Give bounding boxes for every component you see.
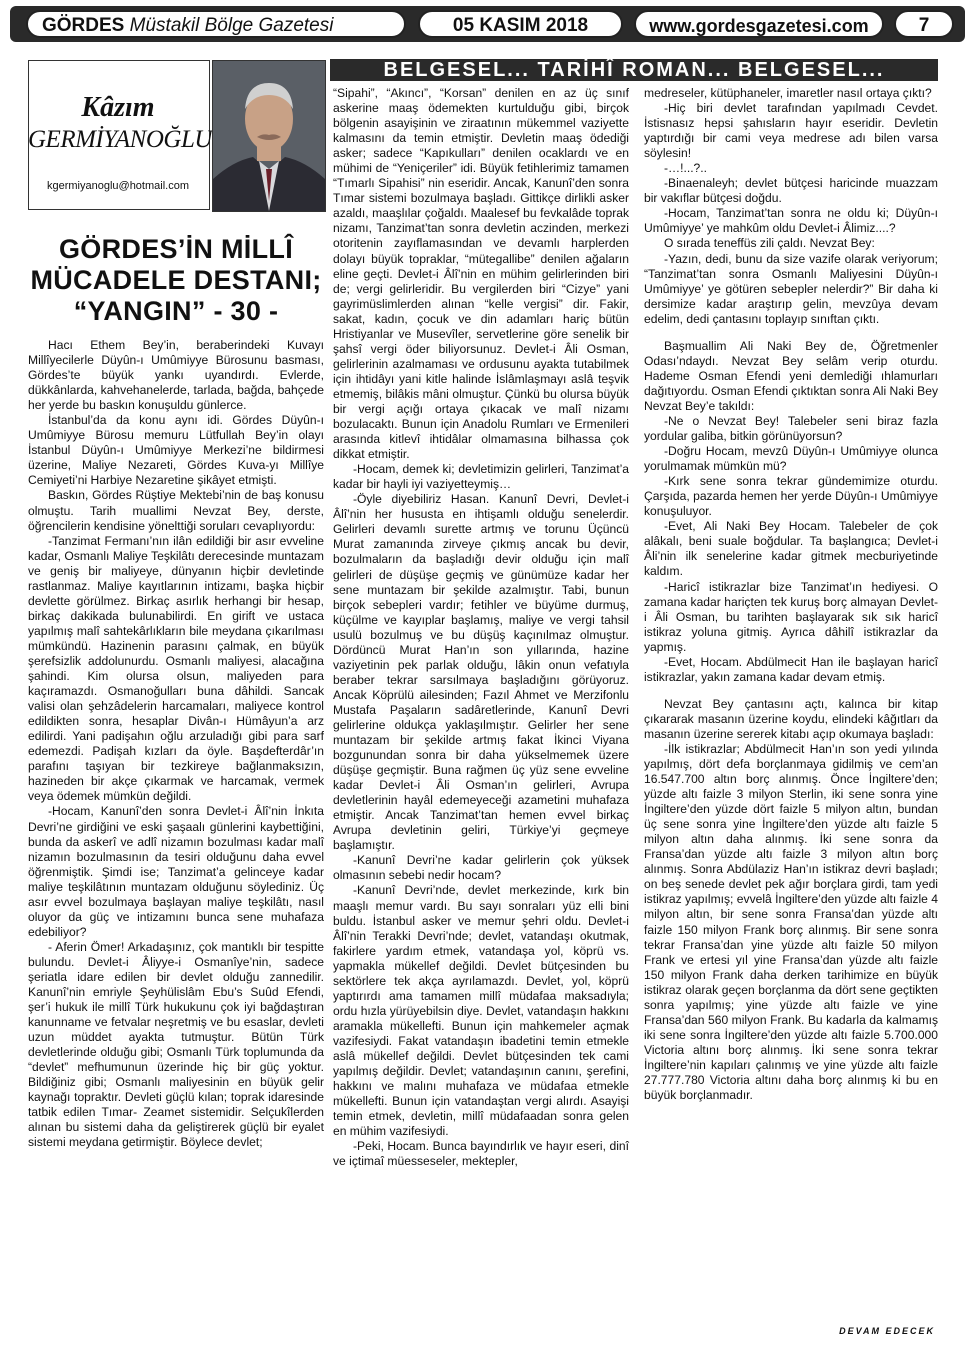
issue-date: 05 KASIM 2018	[418, 10, 623, 38]
paragraph: O sırada teneffüs zili çaldı. Nevzat Bey:	[664, 236, 875, 251]
paragraph: - Aferin Ömer! Arkadaşınız, çok mantıklı bir tespitte bulundu. Devlet-i Âliyye-i Osmanîye’nin, sadece şeriatla idare edilen bir devlet olduğu zannedilir. Kanunî’nin emriyle Şeyhülislâm Ebu’s Suûd Efendi, şer’i hukuk ile millî Türk hukukunu çok iyi bağdaştıran kanunname ve fetvalar neşretmiş ve bu esaslar, devleti uzun müddet ayakta tutmuştur. Bütün Türk devletlerinde olduğu gibi; Osmanlı Türk toplumunda da “devlet” mefhumunun üzerinde hiç bir güç yoktur. Bildiğiniz gibi; Osmanlı maliyesinin en büyük gelir kaynağı topraktır. Devleti güçlü kılan; toprak idaresinde tatbik edilen Tımar- Zeamet sistemidir. Selçukîlerden alınan bu sistemi daha da geliştirerek güçlü bir eyalet sistemi meydana getirmiştir. Böylece devlet;	[28, 939, 324, 1150]
paragraph: -Tanzimat Fermanı’nın ilân edildiği bir asır evveline kadar, Osmanlı Maliye Teşkilâtı derecesinde muntazam ve geniş bir maliyeye, dünyanın hiçbir devletinde rastlanmaz. Maliye kayıtlarının intizamı, başka hiçbir devlette görülmez. Birkaç asırlık herhangi bir hesap, birkaç dakikada bulunabilirdi. En girift ve ustaca yapılmış malî sahtekârlıkların bile meydana çıkarılması mümkündü. Hazinenin parasını çalmak, en büyük şerefsizlik addolunurdu. Osmanlı maliyesi, alacağına şahindi. Kim olursa olsun, maliyeden para kaçıramazdı. Osmanoğulları buna dâhildi. Sancak valisi olan şehzâdelerin harcamaları, maliyece kontrol edildikten sonra, hesaplar Divân-ı Hümâyun’a arz edilirdi. Yani padişahın oğlu arzuladığı gibi para sarf edemezdi. Padişah kızları da öyle. Başdefterdâr’ın parafını taşıyan bir tezkireye bağlanmaksızın, hazineden bir akçe çıkarmak ve harcamak, vermek veya ödemek mümkün değildi.	[28, 533, 324, 804]
paragraph: -Yazın, dedi, bunu da size vazife olarak veriyorum; “Tanzimat’tan sonra Osmanlı Maliyesini Düyûn-ı Umûmiyye’ ye götüren sebepler nelerdir?” Bir daha ki dersimize kadar araştırıp gelin, mevzûya devam edelim, dedi çantasını toplayıp sınıftan çıktı.	[644, 251, 938, 326]
paper-name: GÖRDES	[42, 15, 125, 36]
paragraph: -Haricî istikrazlar bize Tanzimat’ın hediyesi. O zamana kadar hariçten tek kuruş borç almayan Devlet-i Âli Osman, bu tarihten başlayarak sık sık haricî istikraz yoluna gitmiş. Ayrıca dâhilî istikrazlar da yapmış.	[644, 579, 938, 654]
article-headline	[28, 234, 324, 327]
author-photo	[212, 60, 326, 212]
paragraph: -Hiç biri devlet tarafından yapılmadı Cevdet. İstisnasız hepsi şahısların hayır eseridir. Devletin yaptırdığı bir cami veya medrese adı bilen varsa söylesin!	[644, 101, 938, 161]
paragraph: Baskın, Gördes Rüştiye Mektebi’nin de baş konusu olmuştu. Tarih muallimi Nevzat Bey, derste, öğrencilerin kendisine yönelttiği soruları cevaplıyordu:	[28, 488, 324, 533]
website-link[interactable]: www.gordesgazetesi.com	[634, 10, 884, 38]
page-number: 7	[894, 10, 954, 38]
continued-label: DEVAM EDECEK	[839, 1326, 935, 1336]
headline-line-1: GÖRDES’İN MİLLÎ	[59, 234, 293, 264]
paragraph: Başmuallim Ali Naki Bey de, Öğretmenler Odası’ndaydı. Nevzat Bey selâm verip oturdu. Hademe Osman Efendi yeni demlediği ıhlamurları dağıtıyordu. Osman Efendi çıktıktan sonra Ali Naki Bey Nevzat Bey’e takıldı:	[644, 338, 938, 413]
paragraph: “Sipahi”, “Akıncı”, “Korsan” denilen en az üç sınıf askerine maaş ödemekten kurtulduğu gibi, birçok bölgenin asayişinin ve ziraatının mükemmel vaziyette kalmasını da temin etmiştir. Devletin maaş ödediği asker; sadece “Kapıkulları” denilen ocaklardı ve en mühimi de “Yeniçeriler” idi. Büyük fetihlerimiz tamamen “Tımarlı Sipahisi” nin eseridir. Ancak, Kanunî’den sonra Tımar sistemi bozulmaya başladı. Gittikçe dirlikli asker azaldı, maaşlılar çoğaldı. Maalesef bu fevkalâde toprak nizamı, Tanzimat’tan sonra devletin aczinden, merkezi otoritenin zayıflamasından ve devamlı harplerden dolayı büyük topraklar, “mütegallibe” denilen ağaların eline geçti. Devlet-i Âlî’nin en mühim gelirlerinden biri de; vergi gelirleridir. Bu vergilerden biri “Cizye” yani gayrimüslimlerden alınan “kelle vergisi” dir. Fakir, sakat, kadın, çocuk ve din adamları hariç bütün Hristiyanlar ve Musevîler, servetlerine göre senelik bir şahsî vergi öder biliyorsunuz. Devlet-i Âli Osman, gelirlerinin azalmaması ve ordusunu ayakta tutabilmek için ihtidâyı yani kitle halinde İslâmlaşmayı aslâ teşvik etmemiş, bilâkis mâni olmuştur. Çünkü bu olursa büyük bir vergi açığı ortaya çıkacak ve malî nizamı bozulacaktı. Bunun için Anadolu Rumları ve Ermenileri arasında kitlevî ihtidâlar olmamasına bilhassa çok dikkat etmiştir.	[333, 86, 629, 462]
paragraph: Nevzat Bey çantasını açtı, kalınca bir kitap çıkararak masanın üzerine koydu, elindeki kâğıtları da masanın üzerine sererek kitabı açıp okumaya başladı:	[644, 696, 938, 741]
author-portrait-image	[213, 61, 325, 211]
paragraph: -Doğru Hocam, mevzû Düyûn-ı Umûmiyye olunca yorulmamak mümkün mü?	[644, 444, 938, 474]
article-column-middle	[333, 86, 629, 1169]
headline-line-2: MÜCADELE DESTANI;	[30, 265, 322, 295]
article-column-left	[28, 338, 324, 1151]
paragraph: Hacı Ethem Bey’in, beraberindeki Kuvayı Millîyecilerle Düyûn-ı Umûmiyye Bürosunu basması, Gördes’te büyük yankı uyandırdı. Evlerde, dükkânlarda, kahvehanelerde, tarlada, bağda, bahçede her yerde bu baskın konuşuldu günlerce.	[28, 338, 324, 413]
paragraph: -…!...?..	[664, 161, 708, 176]
paragraph-gap	[644, 327, 938, 339]
paragraph: -Peki, Hocam. Bunca bayındırlık ve hayır eseri, dinî ve içtimaî müesseseler, mektepler,	[333, 1139, 629, 1169]
author-email[interactable]: kgermiyanoglu@hotmail.com	[46, 180, 189, 192]
paper-title	[26, 10, 406, 38]
paragraph: -Kanunî Devri’nde, devlet merkezinde, kırk bin maaşlı memur vardı. Bu sayı sonraları yüz elli bini buldu. İstanbul asker ve memur şehri oldu. Devlet-i Âlî’nin Terakki Devri’nde; devlet, vatandaşı okutmak, fakirlere yardım etmek, vatandaşa yol, köprü vs. yapmakla mükellef değildi. Devlet bütçesinden bu sektörlere tek akça ayrılamazdı. Devlet, yol, köprü yaptırırdı ama tamamen millî müdafaa maksadıyla; ordu hızla yürüyebilsin diye. Devlet, vatandaşın hakkını aramakla mükellefti. Bunun için mahkemeler açmak vazifesiydi. Fakat vatandaşın ibadetini temin etmekle aslâ mükellef değildi. Devlet bütçesinden tek cami yapılmış değildir. Devlet; vatandaşının canını, şerefini, hakkını ve malını muhafaza ve müdafaa etmekle mükellefti. Bunun için vatandaştan vergi alırdı. Asayişi temin etmek, devletin, millî müdafaadan sonra gelen en mühim vazifesiydi.	[333, 883, 629, 1139]
author-first-name: Kâzım	[81, 92, 155, 123]
paragraph: -Ne o Nevzat Bey! Talebeler seni biraz fazla yordular galiba, bitkin görünüyorsun?	[644, 413, 938, 444]
paragraph: -Hocam, Kanunî’den sonra Devlet-i Âlî’nin İnkıta Devri’ne girdiğini ve eski şaşaalı günlerini kaybettiğini, bunda da askerî ve adlî nizamın bozulması kadar malî nizamın bozulmasının da tesiri olduğunu daha evvel öğrenmiştik. Şimdi ise; Tanzimat’a gelinceye kadar maliye teşkilâtının muntazam olduğunu söylediniz. Üç asır evvel bozulmaya başlayan maliye teşkilâtı, nasıl oluyor da güç ve intizamını bunca sene muhafaza edebiliyor?	[28, 804, 324, 939]
paper-subtitle: Müstakil Bölge Gazetesi	[129, 15, 334, 36]
paragraph: -Binaenaleyh; devlet bütçesi haricinde muazzam bir vakıflar bütçesi doğdu.	[644, 176, 938, 206]
author-last-name: GERMİYANOĞLU	[28, 126, 212, 153]
article-column-right	[644, 86, 938, 1103]
paragraph: -Öyle diyebiliriz Hasan. Kanunî Devri, Devlet-i Âlî’nin her hususta en ihtişamlı olduğu senelerdir. Gelirleri devamlı surette artmış ve torunu Üçüncü Murat zamanında zirveye çıkmış ancak bu devir, bozulmaların da başladığı devir olduğu için malî gelirleri de düşüşe geçmiş ve günümüze kadar her sene muntazam bir şekilde azalmıştır. Tabi, bunun birçok sebepleri vardır; fetihler ve büyüme durmuş, küçülme ve kayıplar başlamış, maliye ve vergi tahsil usulü bozulmuş ve bu düşüş kaçınılmaz olmuştur. Dördüncü Murat Han’ın son yıllarında, hazine vaziyetinin pek parlak olduğu, lâkin onun vefatıyla beraber tekrar sarsılmaya başladığını görüyoruz. Ancak Köprülü ailesinden; Fazıl Ahmet ve Merzifonlu Mustafa Paşaların sadâretlerinde, Kanunî Devri gelirlerine oldukça yaklaşılmıştır. Gelirler her sene muntazam bir şekilde artmış fakat İkinci Viyana bozgunundan sonra bir daha yükselmemek üzere düşüşe geçmiştir. Buna rağmen üç yüz sene evveline kadar Devlet-i Âli Osman’ın gelirleri, Avrupa devletlerinin hayâl edemeyeceği azametini muhafaza etmiştir. Ancak Tanzimat’tan hemen evvel birkaç Avrupa devletinin geliri, Türkiye’yi geçmeye başlamıştır.	[333, 492, 629, 853]
paragraph: -Hocam, demek ki; devletimizin gelirleri, Tanzimat’a kadar bir hayli iyi vaziyetteymiş…	[333, 462, 629, 492]
paragraph: -Kırk sene sonra tekrar gündemimize oturdu. Çarşıda, pazarda hemen her yerde Düyûn-ı Umûmiyye konuşuluyor.	[644, 474, 938, 519]
paragraph: -Hocam, Tanzimat’tan sonra ne oldu ki; Düyûn-ı Umûmiyye’ ye mahkûm oldu Devlet-i Âlimiz....?	[644, 206, 938, 236]
paragraph: -İlk istikrazlar; Abdülmecit Han’ın son yedi yılında yapılmış, dört defa borçlanmaya gidilmiş ve cem’an 16.547.700 altın borç alınmış. Önce İngiltere’den; yüzde altı faizle 3 milyon Sterlin, iki sene sonra yine İngiltere’den yüzde dört faizle 5 milyon altın, bundan üç sene sonra yine İngiltere’den yüzde altı faizle 5 milyon altın daha alınmış. İki sene sonra da Fransa’dan yüzde altı faizle 3 milyon altın borç alınmış. Sonra Abdülaziz Han’ın istikraz devri başladı; on beş senede devlet pek ağır borçlara girdi, tam yedi istikraz yapılmış; evvelâ İngiltere’den yüzde altı faizle 4 milyon altın, bir sene sonra Fransa’dan yüzde altı faizle 150 milyon Frank borç alınmış. Bir sene sonra tekrar Fransa’dan yine yüzde altı faizle 50 milyon Frank ve ertesi yıl yine Fransa’dan yüzde altı faizle 150 milyon Frank daha derken tarihimize en büyük istikraz olarak geçen borçlanma da dört sene geçtikten sonra yapılmış; yine yüzde altı faizle ve yine Fransa’dan 560 milyon Frank. Bu kadarla da kalmamış iki sene sonra İngiltere’den yüzde altı faizle 5.700.000 Victoria altını borç alınmış. İki sene sonra tekrar İngiltere’nin kapıları çalınmış ve yine yüzde altı faizle 27.777.780 Victoria altını daha borç alınmış ki bu en büyük borçlanmadır.	[644, 741, 938, 1103]
paragraph: İstanbul’da da konu aynı idi. Gördes Düyûn-ı Umûmiyye Bürosu memuru Lütfullah Bey’in olayı İstanbul Düyûn-ı Umûmiyye Merkezi’ne bildirmesi üzerine, Maliye Nezareti, Gördes Kuva-yı Millîye Cemiyeti’ni Harbiye Nezaretine şikâyet etmişti.	[28, 413, 324, 488]
paragraph-gap	[644, 685, 938, 697]
paragraph: medreseler, kütüphaneler, imaretler nasıl ortaya çıktı?	[644, 86, 932, 100]
paragraph: -Kanunî Devri’ne kadar gelirlerin çok yüksek olmasının sebebi nedir hocam?	[333, 853, 629, 883]
paragraph: -Evet, Ali Naki Bey Hocam. Talebeler de çok alâkalı, beni suale boğdular. Ta başlangıca; Devlet-i Âli’nin ilk senelerine kadar gitmek mecburiyetinde kaldım.	[644, 519, 938, 579]
section-banner: BELGESEL... TARİHÎ ROMAN... BELGESEL...	[330, 59, 938, 81]
paragraph: -Evet, Hocam. Abdülmecit Han ile başlayan haricî istikrazlar, yakın zamana kadar devam etmiş.	[644, 654, 938, 684]
headline-line-3: “YANGIN” - 30 -	[73, 296, 279, 326]
